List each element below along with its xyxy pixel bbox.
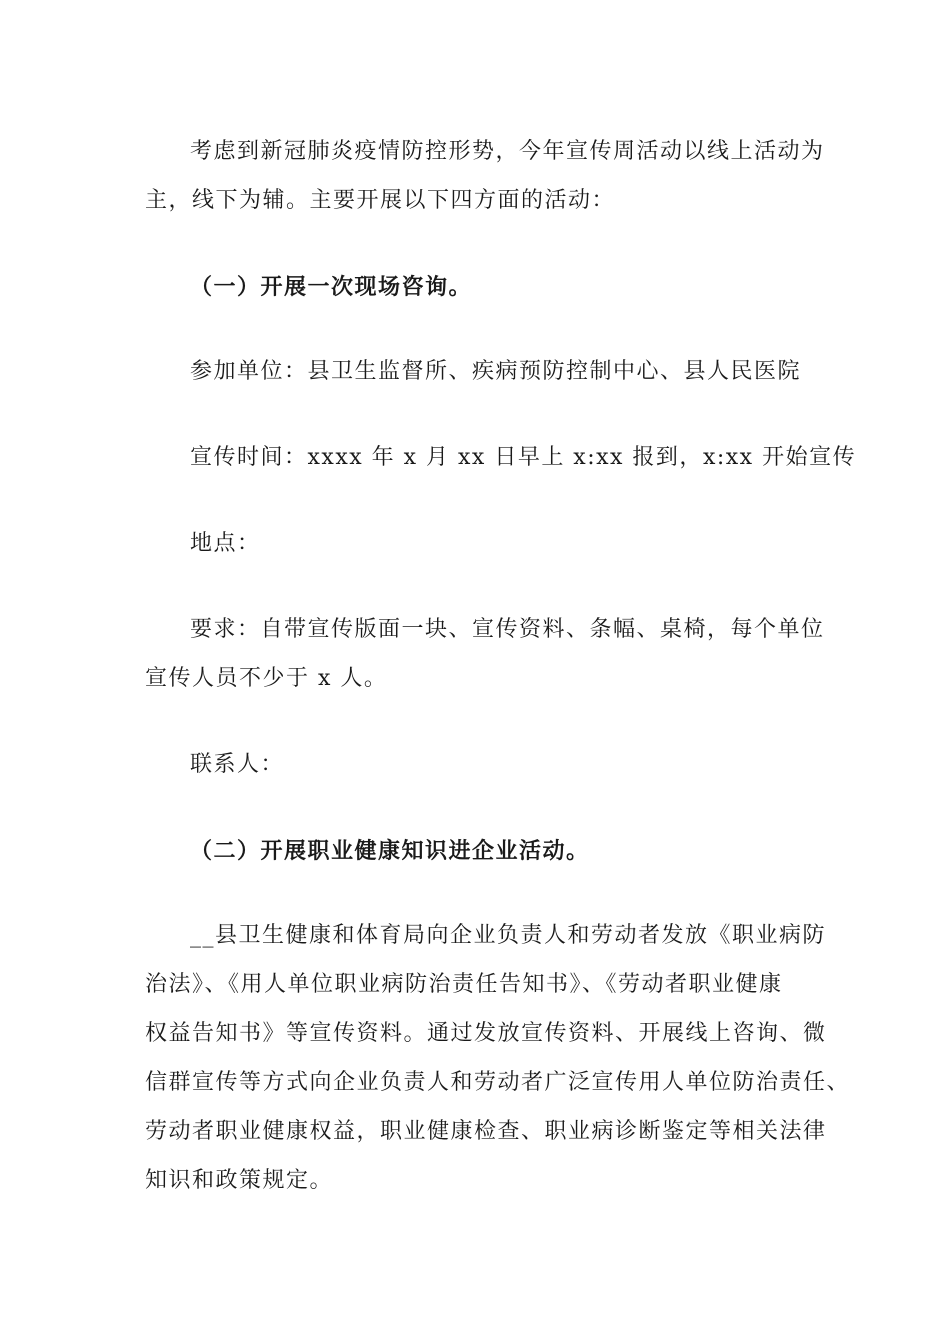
section-2-body-line-3: 权益告知书》等宣传资料。通过发放宣传资料、开展线上咨询、微	[145, 1021, 827, 1046]
location-line: 地点：	[190, 531, 261, 556]
section-2-body-line-2: 治法》、《用人单位职业病防治责任告知书》、《劳动者职业健康	[145, 972, 783, 997]
intro-line-1: 考虑到新冠肺炎疫情防控形势，今年宣传周活动以线上活动为	[190, 139, 825, 164]
section-1-heading: （一）开展一次现场咨询。	[190, 274, 473, 300]
participants-line: 参加单位：县卫生监督所、疾病预防控制中心、县人民医院	[190, 359, 802, 384]
intro-line-2: 主，线下为辅。主要开展以下四方面的活动：	[145, 188, 616, 213]
requirements-line-2: 宣传人员不少于 x 人。	[145, 666, 388, 691]
contact-line: 联系人：	[190, 752, 285, 777]
section-2-body-line-4: 信群宣传等方式向企业负责人和劳动者广泛宣传用人单位防治责任、	[145, 1070, 851, 1095]
section-2-body-line-1: __县卫生健康和体育局向企业负责人和劳动者发放《职业病防	[190, 923, 827, 948]
section-2-body-line-5: 劳动者职业健康权益，职业健康检查、职业病诊断鉴定等相关法律	[145, 1119, 827, 1144]
requirements-line-1: 要求：自带宣传版面一块、宣传资料、条幅、桌椅，每个单位	[190, 617, 825, 642]
section-2-heading: （二）开展职业健康知识进企业活动。	[190, 838, 590, 864]
time-line: 宣传时间：xxxx 年 x 月 xx 日早上 x:xx 报到，x:xx 开始宣传	[190, 445, 857, 470]
section-2-body-line-6: 知识和政策规定。	[145, 1168, 334, 1193]
